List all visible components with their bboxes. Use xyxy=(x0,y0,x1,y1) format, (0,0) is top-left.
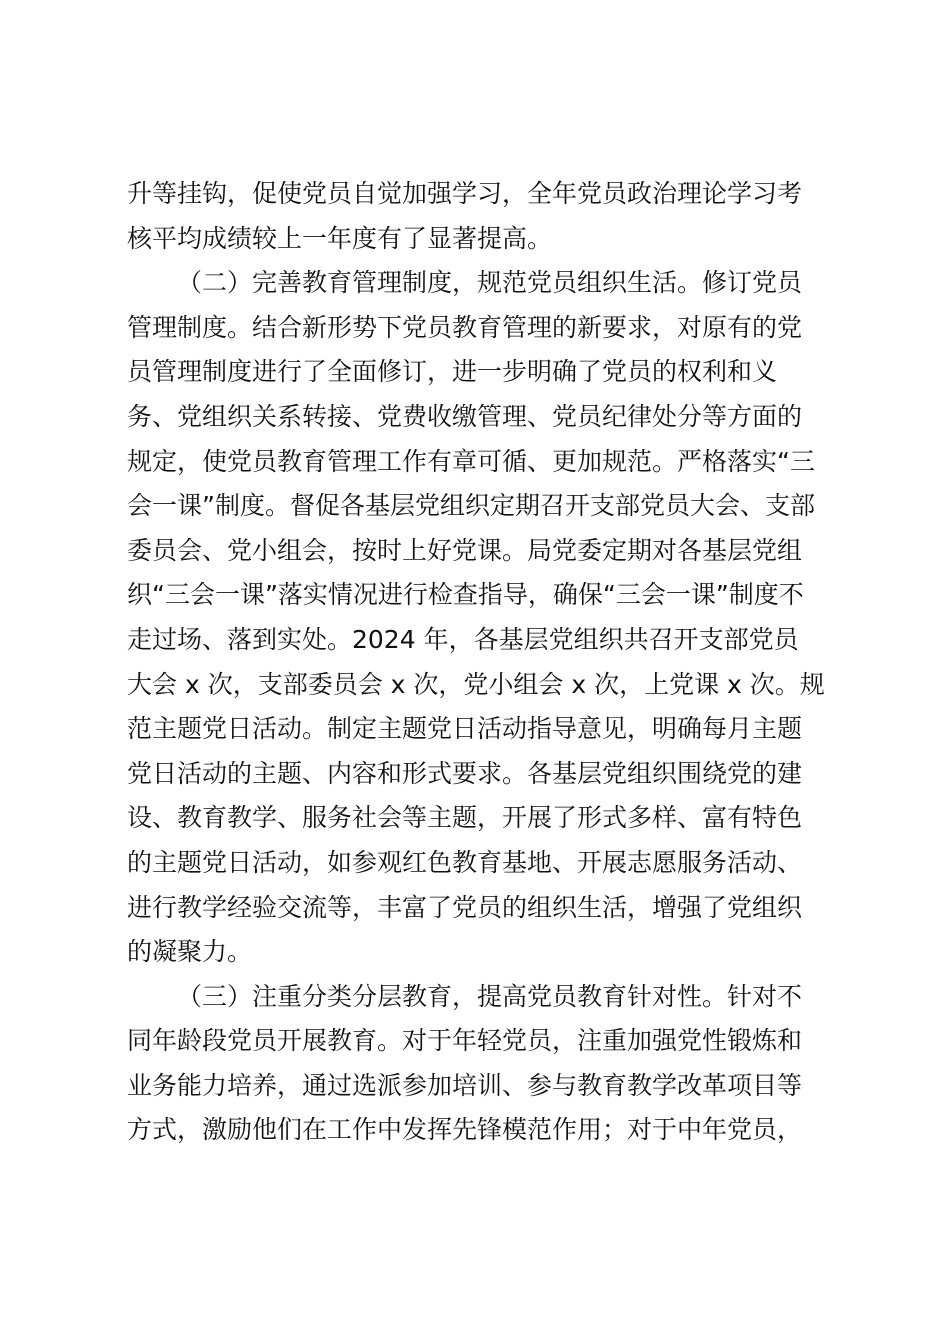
text-line: 范主题党日活动。制定主题党日活动指导意见，明确每月主题 xyxy=(127,714,803,744)
text-line: 升等挂钩，促使党员自觉加强学习，全年党员政治理论学习考 xyxy=(127,179,803,208)
text-line: 走过场、落到实处。2024 年，各基层党组织共召开支部党员 xyxy=(127,624,799,654)
text-line: 委员会、党小组会，按时上好党课。局党委定期对各基层党组 xyxy=(127,535,803,565)
text-line: 务、党组织关系转接、党费收缴管理、党员纪律处分等方面的 xyxy=(127,401,803,431)
text-line: 党日活动的主题、内容和形式要求。各基层党组织围绕党的建 xyxy=(127,758,803,788)
section-heading-line: （三）注重分类分层教育，提高党员教育针对性。针对不 xyxy=(177,981,803,1011)
body-text xyxy=(127,172,832,1153)
text-line: 进行教学经验交流等，丰富了党员的组织生活，增强了党组织 xyxy=(127,892,803,922)
text-line: 核平均成绩较上一年度有了显著提高。 xyxy=(127,223,553,253)
text-line: 的凝聚力。 xyxy=(127,937,253,967)
text-line: 织“三会一课”落实情况进行检查指导，确保“三会一课”制度不 xyxy=(127,580,804,610)
text-line: 方式，激励他们在工作中发挥先锋模范作用；对于中年党员， xyxy=(127,1115,803,1145)
text-line: 规定，使党员教育管理工作有章可循、更加规范。严格落实“三 xyxy=(127,446,815,476)
text-line: 的主题党日活动，如参观红色教育基地、开展志愿服务活动、 xyxy=(127,847,803,877)
section-heading-line: （二）完善教育管理制度，规范党员组织生活。修订党员 xyxy=(177,268,803,298)
text-line: 管理制度。结合新形势下党员教育管理的新要求，对原有的党 xyxy=(127,312,803,342)
text-line: 业务能力培养，通过选派参加培训、参与教育教学改革项目等 xyxy=(127,1070,803,1100)
text-line: 同年龄段党员开展教育。对于年轻党员，注重加强党性锻炼和 xyxy=(127,1026,803,1056)
text-line: 会一课”制度。督促各基层党组织定期召开支部党员大会、支部 xyxy=(127,491,815,521)
text-line: 员管理制度进行了全面修订，进一步明确了党员的权利和义 xyxy=(127,357,778,387)
text-line: 大会 x 次，支部委员会 x 次，党小组会 x 次，上党课 x 次。规 xyxy=(127,669,825,699)
text-line: 设、教育教学、服务社会等主题，开展了形式多样、富有特色 xyxy=(127,803,803,833)
